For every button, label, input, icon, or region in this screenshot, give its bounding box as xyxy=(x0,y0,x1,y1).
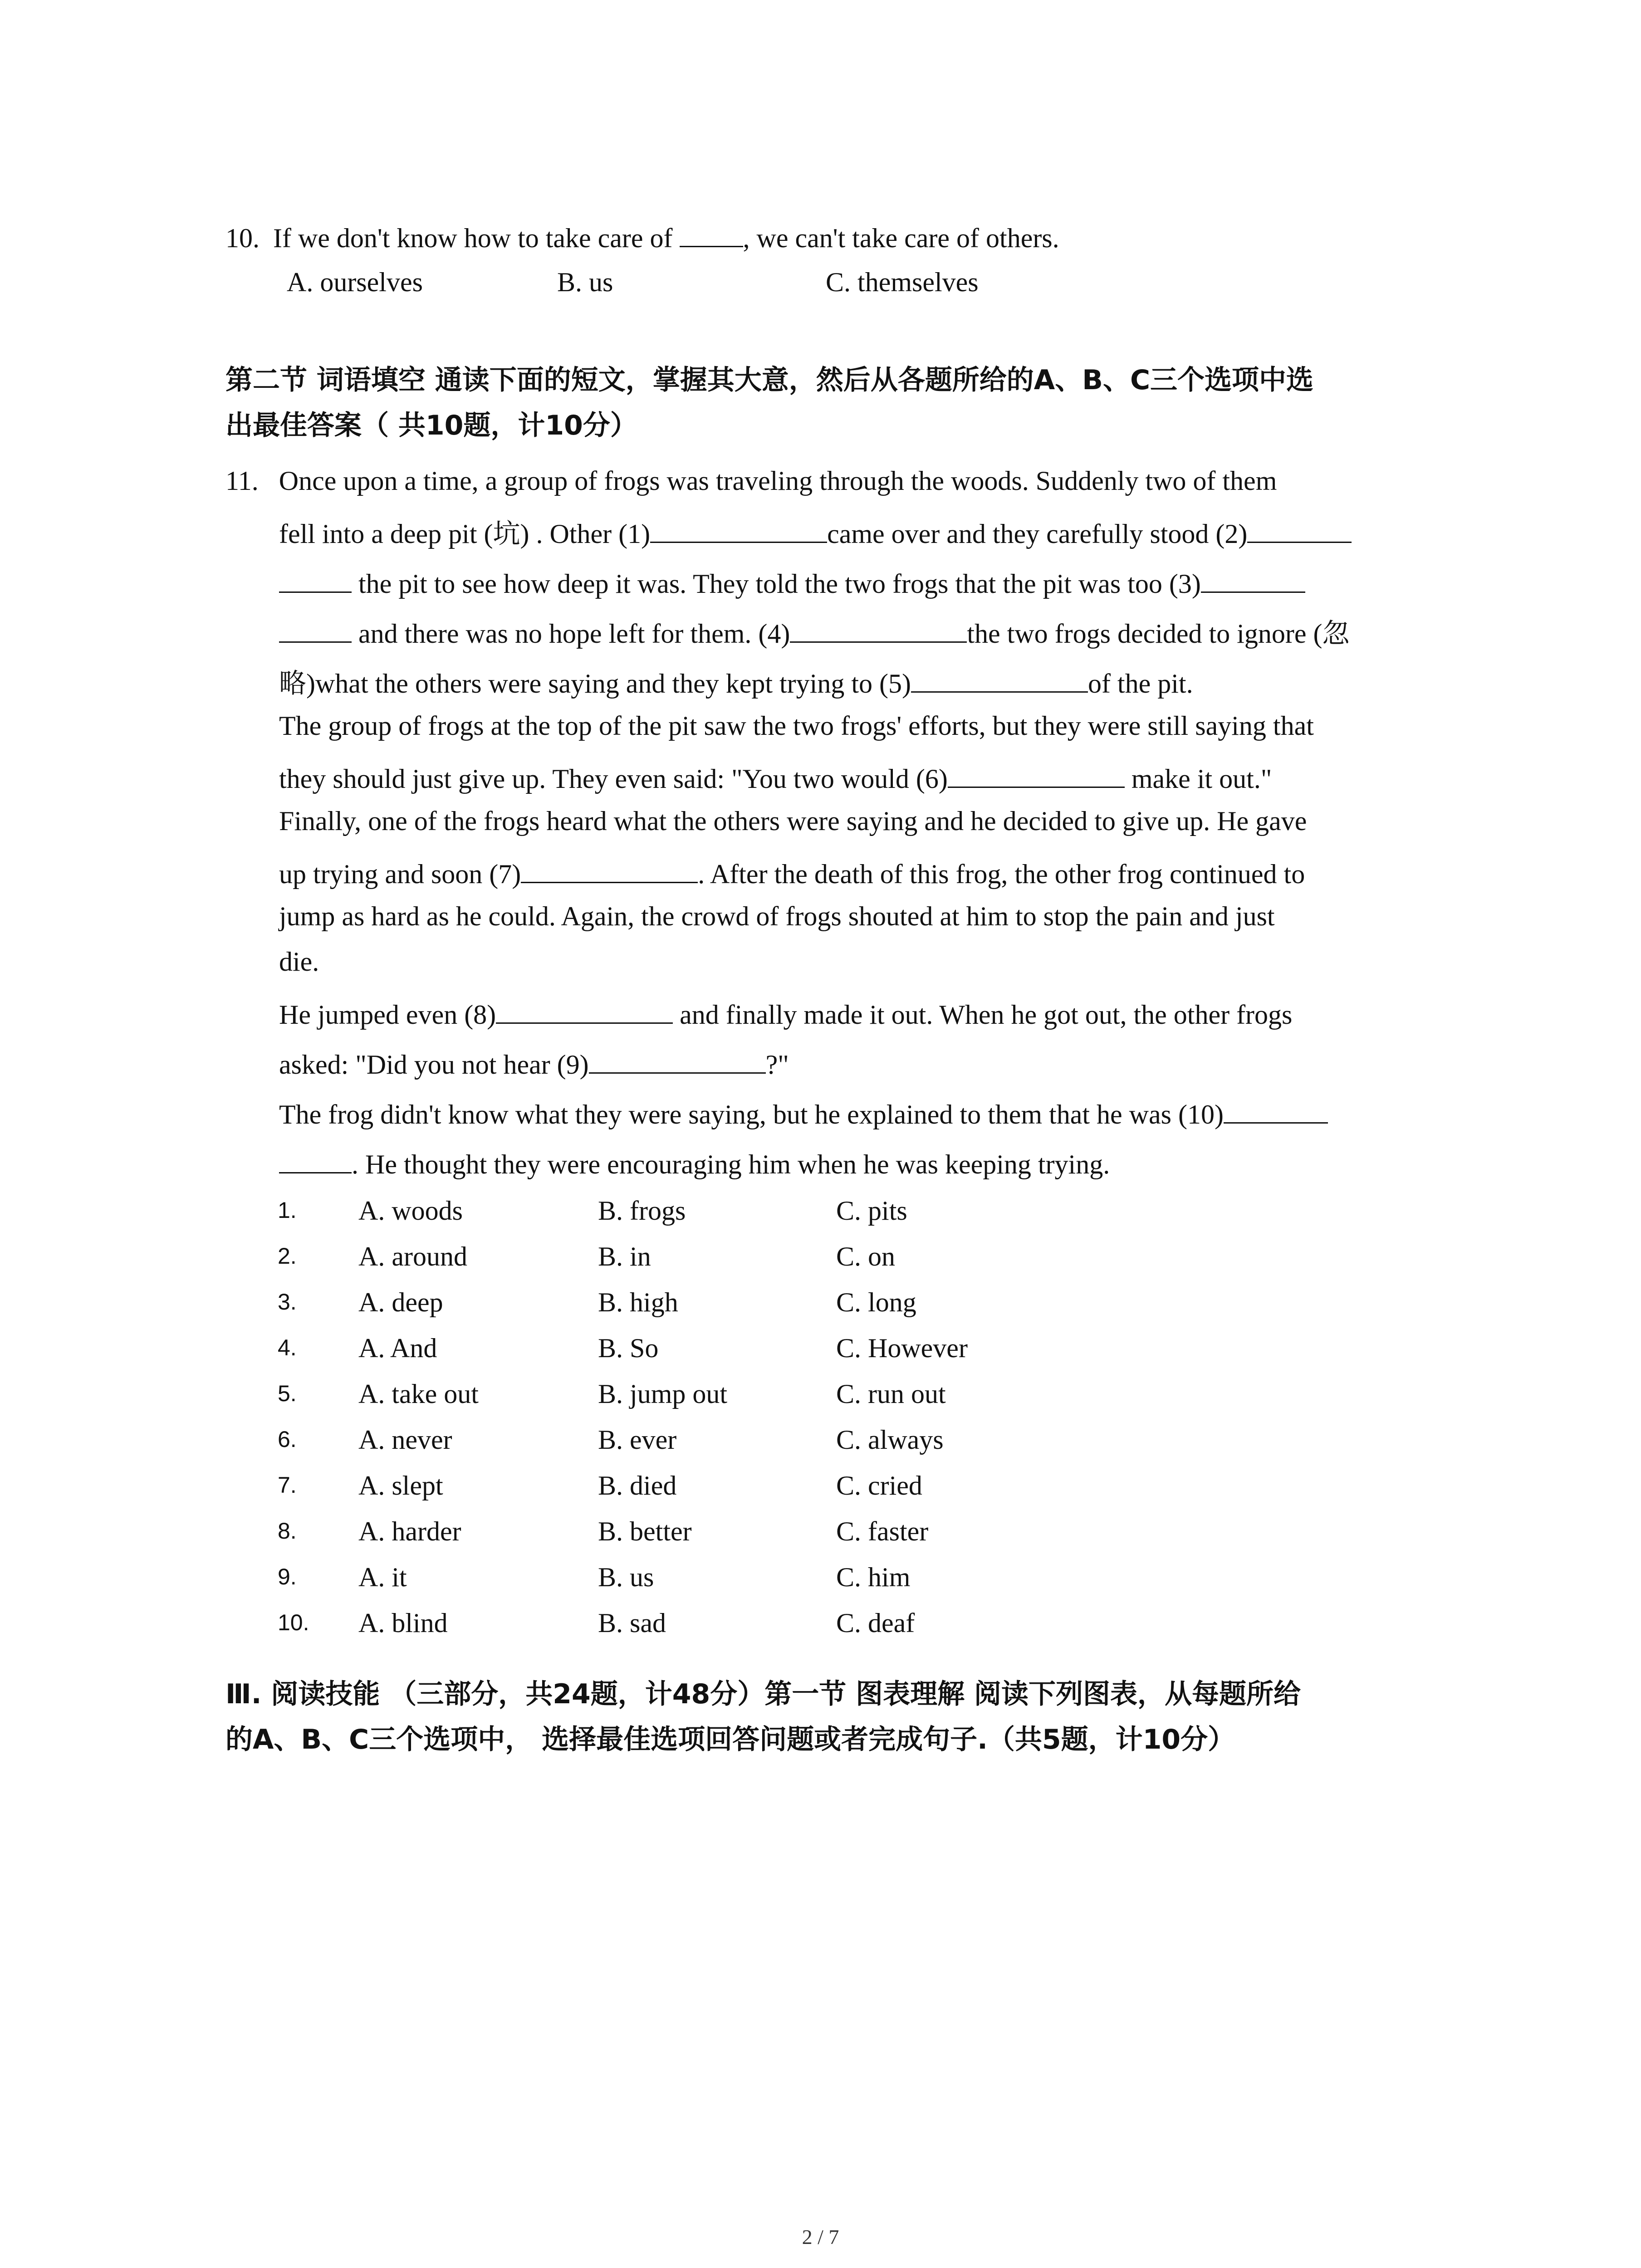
answer-blank-7[interactable] xyxy=(521,857,698,883)
answer-blank[interactable] xyxy=(680,221,743,247)
passage-text: asked: "Did you not hear (9) xyxy=(279,1050,589,1080)
choice-number: 2. xyxy=(278,1243,297,1269)
option-b[interactable]: B. ever xyxy=(598,1425,677,1455)
passage-text: up trying and soon (7) xyxy=(279,859,521,889)
passage-line xyxy=(279,667,1193,697)
passage-text: make it out." xyxy=(1124,764,1272,794)
answer-blank-2[interactable] xyxy=(1247,517,1352,543)
passage-line xyxy=(279,1048,789,1078)
choice-number: 9. xyxy=(278,1564,297,1589)
passage-text: the pit to see how deep it was. They told the two frogs that the pit was too (3) xyxy=(352,569,1201,599)
passage-line xyxy=(279,1148,1110,1178)
section-heading: 第二节 词语填空 通读下面的短文，掌握其大意，然后从各题所给的A、B、C三个选项中选 xyxy=(225,364,1313,396)
option-c[interactable]: C. on xyxy=(836,1242,896,1271)
passage-text: fell into a deep pit (坑) . Other (1) xyxy=(279,519,651,549)
choice-number: 10. xyxy=(278,1610,309,1635)
passage-line xyxy=(279,617,1349,647)
passage-line xyxy=(279,1098,1328,1128)
passage-text: of the pit. xyxy=(1087,669,1193,699)
answer-blank-4[interactable] xyxy=(790,617,967,643)
option-b[interactable]: B. jump out xyxy=(598,1379,728,1409)
passage-line: jump as hard as he could. Again, the crowd of frogs shouted at him to stop the pain and just xyxy=(279,901,1275,931)
passage-text: The frog didn't know what they were saying, but he explained to them that he was (10) xyxy=(279,1100,1224,1129)
passage-text: ?" xyxy=(765,1050,789,1080)
passage-text: came over and they carefully stood (2) xyxy=(827,519,1248,549)
option-a[interactable]: A. slept xyxy=(358,1471,443,1501)
passage-line xyxy=(279,998,1292,1028)
option-a[interactable]: A. woods xyxy=(358,1196,463,1226)
option-c[interactable]: C. themselves xyxy=(826,267,979,297)
passage-text: Once upon a time, a group of frogs was traveling through the woods. Suddenly two of them xyxy=(279,466,1277,496)
passage-text: and there was no hope left for them. (4) xyxy=(352,619,790,649)
answer-blank-10[interactable] xyxy=(279,1148,352,1173)
option-b[interactable]: B. died xyxy=(598,1471,677,1501)
answer-blank-2[interactable] xyxy=(279,567,352,593)
answer-blank-8[interactable] xyxy=(496,998,673,1024)
choice-number: 1. xyxy=(278,1198,297,1223)
passage-line xyxy=(279,857,1305,888)
option-c[interactable]: C. long xyxy=(836,1287,916,1317)
option-c[interactable]: C. cried xyxy=(836,1471,922,1501)
option-a[interactable]: A. blind xyxy=(358,1608,448,1638)
answer-blank-1[interactable] xyxy=(650,517,827,543)
option-a[interactable]: A. it xyxy=(358,1562,407,1592)
choice-number: 4. xyxy=(278,1335,297,1360)
option-b[interactable]: B. sad xyxy=(598,1608,666,1638)
option-a[interactable]: A. ourselves xyxy=(287,267,423,297)
passage-text: and finally made it out. When he got out, the other frogs xyxy=(673,1000,1293,1030)
option-a[interactable]: A. And xyxy=(358,1333,437,1363)
option-b[interactable]: B. So xyxy=(598,1333,659,1363)
passage-text: 略)what the others were saying and they kept trying to (5) xyxy=(279,669,911,699)
section-heading: Ⅲ. 阅读技能 （三部分，共24题，计48分）第一节 图表理解 阅读下列图表，从每题所给 xyxy=(225,1678,1301,1710)
option-a[interactable]: A. never xyxy=(358,1425,452,1455)
passage-line: die. xyxy=(279,947,319,977)
choice-number: 3. xyxy=(278,1289,297,1315)
option-a[interactable]: A. deep xyxy=(358,1287,443,1317)
option-c[interactable]: C. pits xyxy=(836,1196,907,1226)
option-b[interactable]: B. frogs xyxy=(598,1196,686,1226)
question-text: , we can't take care of others. xyxy=(743,223,1059,253)
option-c[interactable]: C. However xyxy=(836,1333,968,1363)
question-text: If we don't know how to take care of xyxy=(273,223,680,253)
passage-line: Finally, one of the frogs heard what the others were saying and he decided to give up. He gave xyxy=(279,806,1307,836)
option-b[interactable]: B. in xyxy=(598,1242,651,1271)
passage-line xyxy=(279,762,1272,792)
option-c[interactable]: C. faster xyxy=(836,1516,929,1546)
section-heading: 的A、B、C三个选项中， 选择最佳选项回答问题或者完成句子.（共5题，计10分） xyxy=(225,1724,1235,1755)
passage-line xyxy=(225,467,1277,494)
question-10 xyxy=(225,221,1059,252)
option-a[interactable]: A. harder xyxy=(358,1516,461,1546)
passage-text: the two frogs decided to ignore (忽 xyxy=(967,619,1350,649)
passage-line: The group of frogs at the top of the pit saw the two frogs' efforts, but they were still saying that xyxy=(279,711,1314,741)
answer-blank-6[interactable] xyxy=(948,762,1125,788)
answer-blank-5[interactable] xyxy=(911,667,1088,693)
choice-number: 7. xyxy=(278,1472,297,1498)
answer-blank-9[interactable] xyxy=(589,1048,766,1074)
option-b[interactable]: B. us xyxy=(598,1562,654,1592)
section-heading: 出最佳答案（ 共10题，计10分） xyxy=(225,410,637,441)
question-number: 10. xyxy=(225,223,260,253)
choice-number: 5. xyxy=(278,1381,297,1406)
passage-text: they should just give up. They even said: "You two would (6) xyxy=(279,764,948,794)
option-b[interactable]: B. high xyxy=(598,1287,678,1317)
passage-line xyxy=(279,567,1305,597)
passage-text: . After the death of this frog, the other frog continued to xyxy=(698,859,1305,889)
option-a[interactable]: A. around xyxy=(358,1242,467,1271)
answer-blank-3[interactable] xyxy=(279,617,352,643)
question-number: 11. xyxy=(225,466,259,496)
passage-text: He jumped even (8) xyxy=(279,1000,496,1030)
option-c[interactable]: C. deaf xyxy=(836,1608,915,1638)
option-b[interactable]: B. better xyxy=(598,1516,692,1546)
choice-number: 8. xyxy=(278,1518,297,1544)
option-c[interactable]: C. him xyxy=(836,1562,911,1592)
passage-line xyxy=(279,517,1352,547)
passage-text: . He thought they were encouraging him when he was keeping trying. xyxy=(352,1149,1110,1179)
choice-number: 6. xyxy=(278,1427,297,1452)
answer-blank-3[interactable] xyxy=(1201,567,1305,593)
option-a[interactable]: A. take out xyxy=(358,1379,479,1409)
page-number: 2 / 7 xyxy=(802,2225,839,2248)
option-c[interactable]: C. always xyxy=(836,1425,944,1455)
option-c[interactable]: C. run out xyxy=(836,1379,946,1409)
answer-blank-10[interactable] xyxy=(1224,1098,1328,1124)
option-b[interactable]: B. us xyxy=(557,267,613,297)
